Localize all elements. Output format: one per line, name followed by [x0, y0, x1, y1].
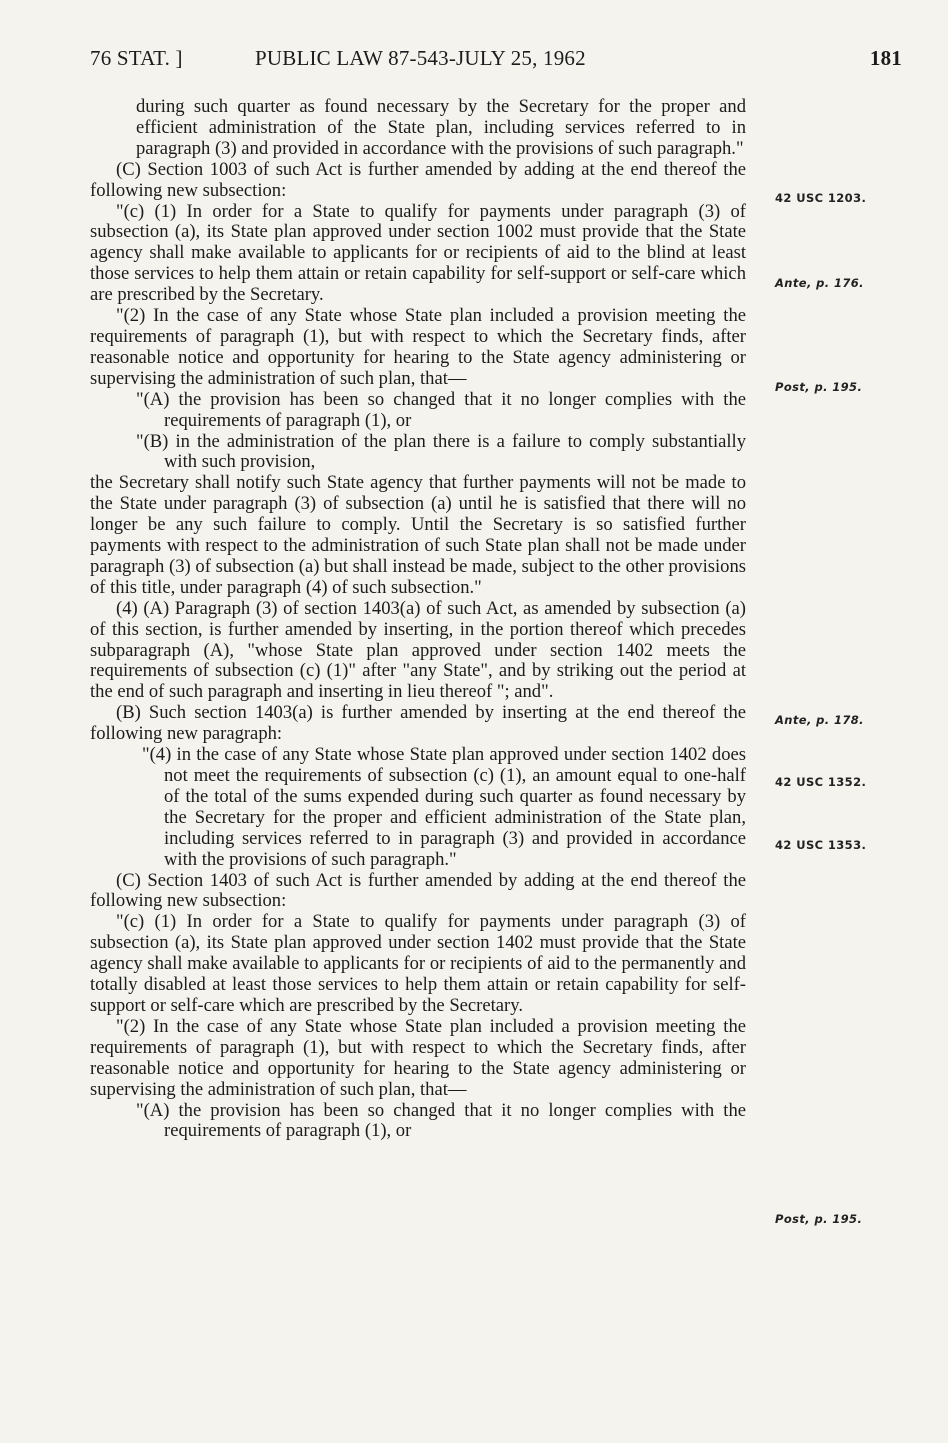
margin-citation: Ante, p. 176. — [775, 276, 864, 290]
margin-citation: Post, p. 195. — [775, 380, 863, 394]
margin-citation: Ante, p. 178. — [775, 713, 864, 727]
paragraph: (C) Section 1403 of such Act is further amended by adding at the end thereof the following new subsection: — [90, 869, 746, 912]
paragraph: "(A) the provision has been so changed that it no longer complies with the requirements of paragraph (1), or — [136, 388, 746, 431]
paragraph: (4) (A) Paragraph (3) of section 1403(a) of such Act, as amended by subsection (a) of this section, is further amended by inserting, in the portion thereof which precedes subparagraph (A), "whose State plan approved under section 1402 meets the requirements of subsection (c) (1)" after "any State", and by striking out the period at the end of such paragraph and inserting in lieu thereof "; and". — [90, 597, 746, 703]
volume-reference: 76 STAT. ] — [90, 46, 183, 70]
paragraph: "(c) (1) In order for a State to qualify for payments under paragraph (3) of subsection (a), its State plan approved under section 1402 must provide that the State agency shall make available to applicants for or recipients of aid to the permanently and totally disabled at least those services to help them attain or retain capability for self-support or self-care which are prescribed by the Secretary. — [90, 911, 746, 1016]
margin-citation: 42 USC 1353. — [775, 838, 867, 852]
paragraph: "(B) in the administration of the plan there is a failure to comply substantially with such provision, — [136, 430, 746, 473]
law-title: PUBLIC LAW 87-543-JULY 25, 1962 — [255, 46, 586, 70]
margin-citation: Post, p. 195. — [775, 1212, 863, 1226]
paragraph: the Secretary shall notify such State agency that further payments will not be made to the State under paragraph (3) of subsection (a) until he is satisfied that there will no longer be any such failure to comply. Until the Secretary is so satisfied further payments with respect to the administration of such State plan shall not be made under paragraph (3) of subsection (a) but shall instead be made, subject to the other provisions of this title, under paragraph (4) of such subsection." — [90, 472, 746, 598]
margin-citation: 42 USC 1352. — [775, 775, 867, 789]
paragraph: "(A) the provision has been so changed that it no longer complies with the requirements of paragraph (1), or — [136, 1099, 746, 1142]
running-header — [90, 46, 902, 80]
paragraph: "(4) in the case of any State whose State plan approved under section 1402 does not meet the requirements of subsection (c) (1), an amount equal to one-half of the total of the sums expended during such quarter as found necessary by the Secretary for the proper and efficient administration of the State plan, including services referred to in paragraph (3) and provided in accordance with the provisions of such paragraph." — [142, 744, 746, 870]
paragraph: (B) Such section 1403(a) is further amended by inserting at the end thereof the following new paragraph: — [90, 702, 746, 745]
paragraph: "(2) In the case of any State whose State plan included a provision meeting the requirements of paragraph (1), but with respect to which the Secretary finds, after reasonable notice and opportunity for hearing to the State agency administering or supervising the administration of such plan, that— — [90, 305, 746, 389]
paragraph: "(c) (1) In order for a State to qualify for payments under paragraph (3) of subsection (a), its State plan approved under section 1002 must provide that the State agency shall make available to applicants for or recipients of aid to the blind at least those services to help them attain or retain capability for self-support or self-care which are prescribed by the Secretary. — [90, 200, 746, 306]
body-text — [90, 97, 746, 1142]
page-number: 181 — [869, 46, 902, 70]
paragraph: (C) Section 1003 of such Act is further amended by adding at the end thereof the following new subsection: — [90, 158, 746, 201]
margin-citation: 42 USC 1203. — [775, 191, 867, 205]
paragraph: during such quarter as found necessary by the Secretary for the proper and efficient administration of the State plan, including services referred to in paragraph (3) and provided in accordance with the provisions of such paragraph." — [136, 96, 746, 159]
paragraph: "(2) In the case of any State whose State plan included a provision meeting the requirements of paragraph (1), but with respect to which the Secretary finds, after reasonable notice and opportunity for hearing to the State agency administering or supervising the administration of such plan, that— — [90, 1015, 746, 1100]
